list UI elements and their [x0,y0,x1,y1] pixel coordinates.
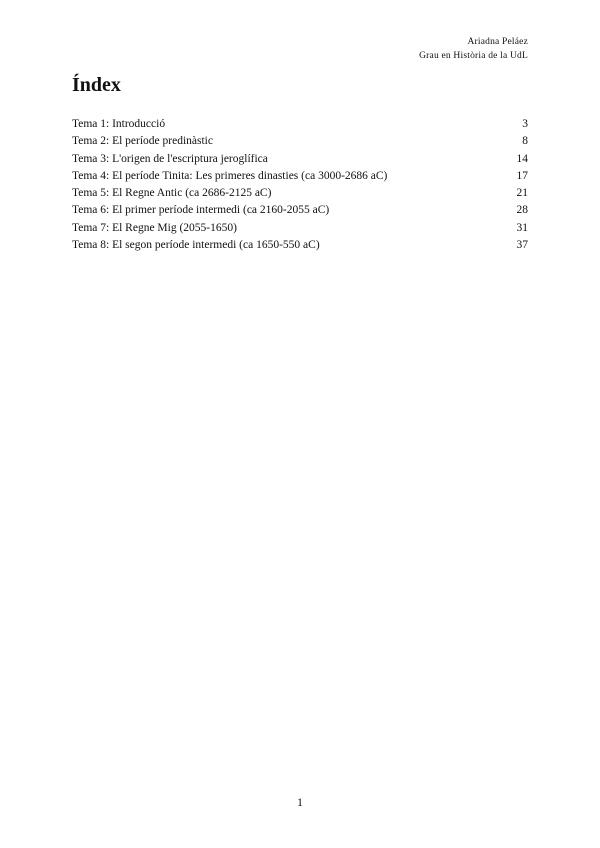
toc-entry-title: Tema 7: El Regne Mig (2055-1650) [72,221,237,234]
toc-entry-page: 3 [522,118,528,130]
toc-entry[interactable] [72,220,528,237]
toc-entry-page: 14 [516,152,528,165]
index-title: Índex [72,74,121,96]
page-header [419,35,528,63]
toc-entry-title: Tema 1: Introducció [72,118,166,130]
toc-entry-page: 17 [516,169,528,182]
toc-entry[interactable] [72,133,528,150]
course-name: Grau en Història de la UdL [419,51,528,61]
toc-entry[interactable] [72,116,528,133]
toc-entry-title: Tema 8: El segon període intermedi (ca 1650-550 aC) [72,239,320,252]
toc-entry-page: 31 [516,221,528,234]
toc-entry-title: Tema 4: El període Tinita: Les primeres dinasties (ca 3000-2686 aC) [72,169,388,182]
author-name: Ariadna Peláez [467,37,528,47]
page-number: 1 [297,795,303,809]
toc-entry[interactable] [72,185,528,202]
toc-entry[interactable] [72,237,528,254]
toc-entry[interactable] [72,168,528,185]
toc-entry[interactable] [72,151,528,168]
toc-entry-page: 21 [516,187,528,200]
toc-entry-title: Tema 3: L'origen de l'escriptura jeroglífica [72,152,268,165]
toc-entry-page: 28 [516,204,528,217]
toc-entry[interactable] [72,202,528,219]
toc-entry-page: 37 [516,239,528,252]
toc-entry-title: Tema 6: El primer període intermedi (ca 2160-2055 aC) [72,204,330,217]
table-of-contents [72,116,528,254]
toc-entry-page: 8 [522,135,528,148]
toc-entry-title: Tema 5: El Regne Antic (ca 2686-2125 aC) [72,187,272,200]
toc-entry-title: Tema 2: El període predinàstic [72,135,213,148]
